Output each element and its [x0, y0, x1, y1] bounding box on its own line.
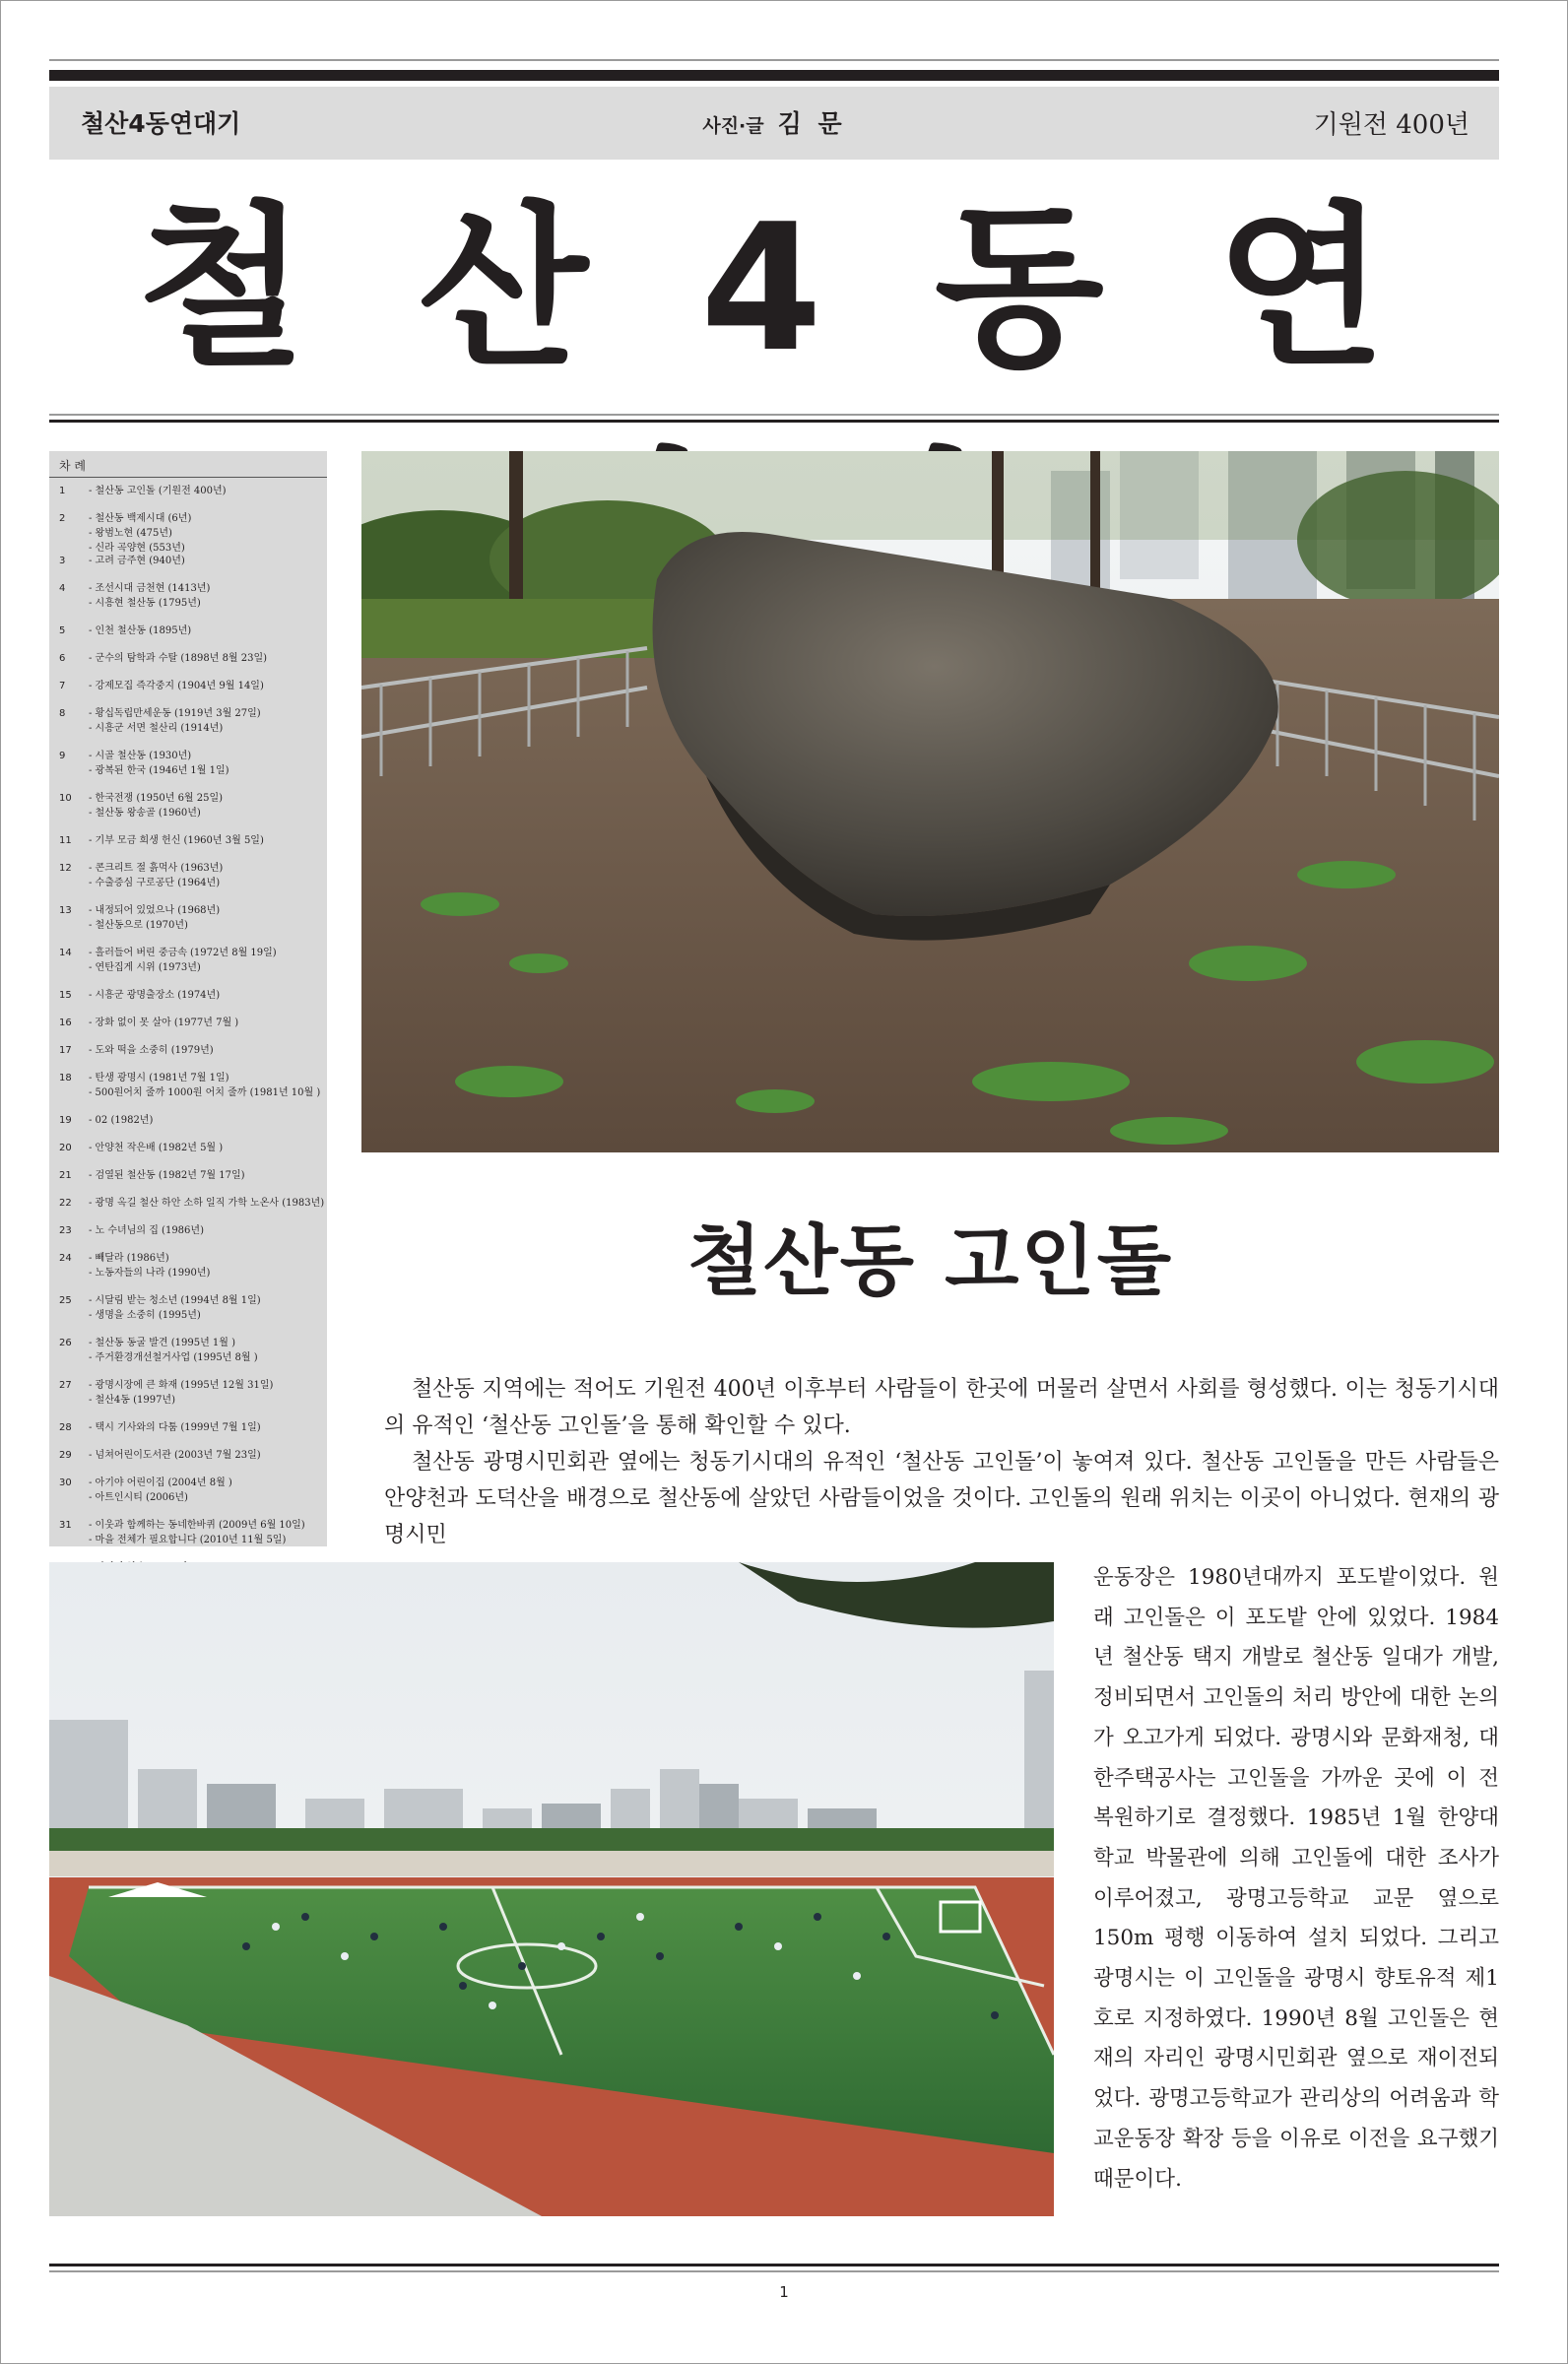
toc-item-number: 10 [59, 793, 72, 804]
toc-item-number: 19 [59, 1115, 72, 1126]
toc-item-number: 2 [59, 513, 66, 524]
toc-item-label: - 검열된 철산동 (1982년 7월 17일) [89, 1170, 245, 1181]
toc-item-label: - 마을 전체가 필요합니다 (2010년 11월 5일) [89, 1535, 287, 1545]
toc-item-label: - 신라 곡양현 (553년) [89, 543, 185, 554]
toc-item-label: - 기부 모금 희생 헌신 (1960년 3월 5일) [89, 835, 264, 846]
toc-item-label: - 시골 철산동 (1930년) [89, 751, 192, 761]
toc-item-label: - 아트인시티 (2006년) [89, 1492, 188, 1503]
toc-item-number: 5 [59, 625, 66, 636]
toc-item-label: - 철산동 고인돌 (기원전 400년) [89, 486, 227, 496]
masthead-title: 철 산 4 동 연 [137, 186, 1411, 390]
toc-item-label: - 강제모집 즉각중지 (1904년 9월 14일) [89, 681, 264, 691]
toc-item [59, 1071, 321, 1113]
toc-item [59, 484, 321, 511]
toc-item-number: 13 [59, 905, 72, 916]
toc-item-label: - 철산동으로 (1970년) [89, 920, 188, 931]
toc-item [59, 679, 321, 706]
toc-item [59, 1196, 325, 1223]
toc-item [59, 1141, 321, 1168]
toc-item-label: - 생명을 소중히 (1995년) [89, 1310, 201, 1321]
toc-item-label: - 빼달라 (1986년) [89, 1253, 169, 1264]
masthead-thick-rule [49, 420, 1499, 423]
toc-item [59, 1336, 321, 1378]
toc-item [59, 1168, 321, 1196]
toc-item-number: 25 [59, 1295, 72, 1306]
byline [49, 104, 1499, 140]
toc-item [59, 1043, 321, 1071]
toc-item [59, 903, 321, 946]
toc-item-label: - 콘크리트 절 흙먹사 (1963년) [89, 863, 224, 874]
toc-item-number: 12 [59, 863, 72, 874]
toc-item-number: 14 [59, 948, 72, 958]
toc-item-label: - 노 수녀님의 집 (1986년) [89, 1225, 204, 1236]
toc-item-number: 11 [59, 835, 72, 846]
toc-item-number: 4 [59, 583, 66, 594]
toc-item-label: - 황십독립만세운동 (1919년 3월 27일) [89, 708, 261, 719]
toc-item-number: 7 [59, 681, 66, 691]
toc-item [59, 1251, 321, 1293]
dolmen-photo [361, 451, 1499, 1152]
toc-item-label: - 이웃과 함께하는 동네한바퀴 (2009년 6월 10일) [89, 1520, 305, 1531]
article-paragraph-1: 철산동 지역에는 적어도 기원전 400년 이후부터 사람들이 한곳에 머물러 살면서 사회를 형성했다. 이는 청동기시대의 유적인 ‘철산동 고인돌’을 통해 확인할 수 있다. [384, 1377, 1499, 1438]
toc-item [59, 861, 321, 903]
toc-item-number: 22 [59, 1198, 72, 1209]
header-bar [49, 87, 1499, 160]
toc-item-number: 15 [59, 990, 72, 1001]
toc-item-label: - 도와 떡을 소중히 (1979년) [89, 1045, 214, 1056]
toc-item-number: 8 [59, 708, 66, 719]
toc-item-number: 20 [59, 1143, 72, 1153]
toc-item-label: - 시흥군 서면 철산리 (1914년) [89, 723, 224, 734]
toc-item-label: - 철산4동 (1997년) [89, 1395, 175, 1406]
credit-label: 사진·글 [702, 115, 764, 137]
toc-item [59, 511, 321, 554]
toc-item [59, 988, 321, 1016]
toc-heading: 차 례 [49, 451, 327, 478]
toc-item-label: - 광복된 한국 (1946년 1월 1일) [89, 765, 229, 776]
toc-item [59, 1378, 321, 1420]
article-column [1093, 1558, 1499, 2200]
toc-item-label: - 철산동 백제시대 (6년) [89, 513, 192, 524]
toc-item-label: - 넘쳐어린이도서관 (2003년 7월 23일) [89, 1450, 261, 1461]
table-of-contents [49, 451, 327, 1546]
toc-item [59, 1476, 321, 1518]
toc-item [59, 1113, 321, 1141]
toc-item-number: 3 [59, 556, 66, 566]
toc-item-number: 9 [59, 751, 66, 761]
toc-item-number: 16 [59, 1018, 72, 1028]
toc-item-label: - 02 (1982년) [89, 1115, 154, 1126]
toc-item-label: - 군수의 탐학과 수탈 (1898년 8월 23일) [89, 653, 268, 664]
toc-item-label: - 한국전쟁 (1950년 6월 25일) [89, 793, 224, 804]
toc-item-label: - 택시 기사와의 다툼 (1999년 7월 1일) [89, 1422, 261, 1433]
toc-item-label: - 흘러들어 버린 중금속 (1972년 8월 19일) [89, 948, 277, 958]
toc-item [59, 1293, 321, 1336]
toc-item [59, 624, 321, 651]
toc-item-label: - 시흥현 철산동 (1795년) [89, 598, 201, 609]
toc-item-label: - 철산동 동굴 발견 (1995년 1월 ) [89, 1338, 236, 1348]
toc-item-label: - 시흥군 광명출장소 (1974년) [89, 990, 221, 1001]
toc-item-number: 31 [59, 1520, 72, 1531]
toc-item-label: - 인천 철산동 (1895년) [89, 625, 192, 636]
article-paragraph-2: 철산동 광명시민회관 옆에는 청동기시대의 유적인 ‘철산동 고인돌’이 놓여져 있다. 철산동 고인돌을 만든 사람들은 안양천과 도덕산을 배경으로 철산동에 살았던 사람들이었을 것이다. 고인돌의 원래 위치는 이곳이 아니었다. 현재의 광명시민 [384, 1450, 1499, 1547]
article-title: 철산동 고인돌 [686, 1217, 1174, 1306]
toc-item [59, 1223, 321, 1251]
toc-item-number: 29 [59, 1450, 72, 1461]
toc-item-label: - 아기야 어린이집 (2004년 8월 ) [89, 1478, 232, 1488]
toc-item [59, 1420, 321, 1448]
toc-item-label: - 안양천 작은배 (1982년 5월 ) [89, 1143, 224, 1153]
toc-list [49, 484, 327, 1603]
toc-item-label: - 탄생 광명시 (1981년 7월 1일) [89, 1073, 229, 1084]
masthead-thin-rule [49, 414, 1499, 416]
toc-item-number: 24 [59, 1253, 72, 1264]
article-column-text: 운동장은 1980년대까지 포도밭이었다. 원래 고인돌은 이 포도밭 안에 있었다. 1984년 철산동 택지 개발로 철산동 일대가 개발, 정비되면서 고인돌의 처리 방안에 대한 논의가 오고가게 되었다. 광명시와 문화재청, 대한주택공사는 고인돌을 가까운 곳에 이 전 복원하기로 결정했다. 1985년 1월 한양대학교 박물관에 의해 고인돌에 대한 조사가 이루어졌고, 광명고등학교 교문 옆으로 150m 평행 이동하여 설치 되었다. 그리고 광명시는 이 고인돌을 광명시 향토유적 제1호로 지정하였다. 1990년 8월 고인돌은 현재의 자리인 광명시민회관 옆으로 재이전되었다. 광명고등학교가 관리상의 어려움과 학교운동장 확장 등을 이유로 이전을 요구했기 때문이다. [1093, 1565, 1499, 2192]
toc-item [59, 1016, 321, 1043]
toc-item [59, 833, 321, 861]
toc-item [59, 706, 321, 749]
toc-item-label: - 시달림 받는 청소년 (1994년 8월 1일) [89, 1295, 261, 1306]
toc-item-label: - 500원어치 줄까 1000원 어치 줄까 (1981년 10월 ) [89, 1087, 321, 1098]
toc-item [59, 749, 321, 791]
article-intro [384, 1371, 1499, 1553]
toc-item-label: - 조선시대 금천현 (1413년) [89, 583, 211, 594]
toc-item-label: - 광명시장에 큰 화재 (1995년 12월 31일) [89, 1380, 274, 1391]
toc-item-number: 26 [59, 1338, 72, 1348]
bottom-thick-rule [49, 2264, 1499, 2266]
toc-item [59, 1448, 321, 1476]
stadium-photo [49, 1562, 1054, 2216]
toc-item [59, 946, 321, 988]
toc-item-label: - 철산동 왕송골 (1960년) [89, 808, 201, 819]
toc-item-label: - 주거환경개선철거사업 (1995년 8월 ) [89, 1352, 258, 1363]
toc-item [59, 651, 321, 679]
toc-item-label: - 연탄집게 시위 (1973년) [89, 962, 201, 973]
toc-item-label: - 노동자들의 나라 (1990년) [89, 1268, 211, 1279]
toc-item-label: - 수출증심 구로공단 (1964년) [89, 878, 221, 888]
toc-item-label: - 내정되어 있었으나 (1968년) [89, 905, 221, 916]
series-title: 철산4동연대기 [81, 109, 241, 138]
toc-item [59, 554, 321, 581]
top-thick-rule [49, 70, 1499, 81]
toc-item-label: - 광명 옥길 철산 하안 소하 일직 가학 노온사 (1983년) [89, 1198, 325, 1209]
toc-item-number: 1 [59, 486, 66, 496]
toc-item [59, 1518, 321, 1560]
page-number: 1 [779, 2283, 789, 2301]
toc-item-number: 18 [59, 1073, 72, 1084]
toc-item [59, 581, 321, 624]
toc-item-number: 27 [59, 1380, 72, 1391]
toc-item-label: - 고려 금주현 (940년) [89, 556, 185, 566]
toc-item-number: 6 [59, 653, 66, 664]
issue-date: 기원전 400년 [1313, 110, 1470, 140]
toc-item-number: 28 [59, 1422, 72, 1433]
author-name: 김 문 [777, 109, 846, 138]
toc-item-number: 17 [59, 1045, 72, 1056]
toc-item-number: 23 [59, 1225, 72, 1236]
toc-item-label: - 왕범노현 (475년) [89, 528, 172, 539]
top-thin-rule [49, 59, 1499, 61]
toc-item-number: 30 [59, 1478, 72, 1488]
toc-item-label: - 장화 없이 못 살아 (1977년 7월 ) [89, 1018, 239, 1028]
bottom-thin-rule [49, 2270, 1499, 2272]
toc-item [59, 791, 321, 833]
toc-item-number: 21 [59, 1170, 72, 1181]
